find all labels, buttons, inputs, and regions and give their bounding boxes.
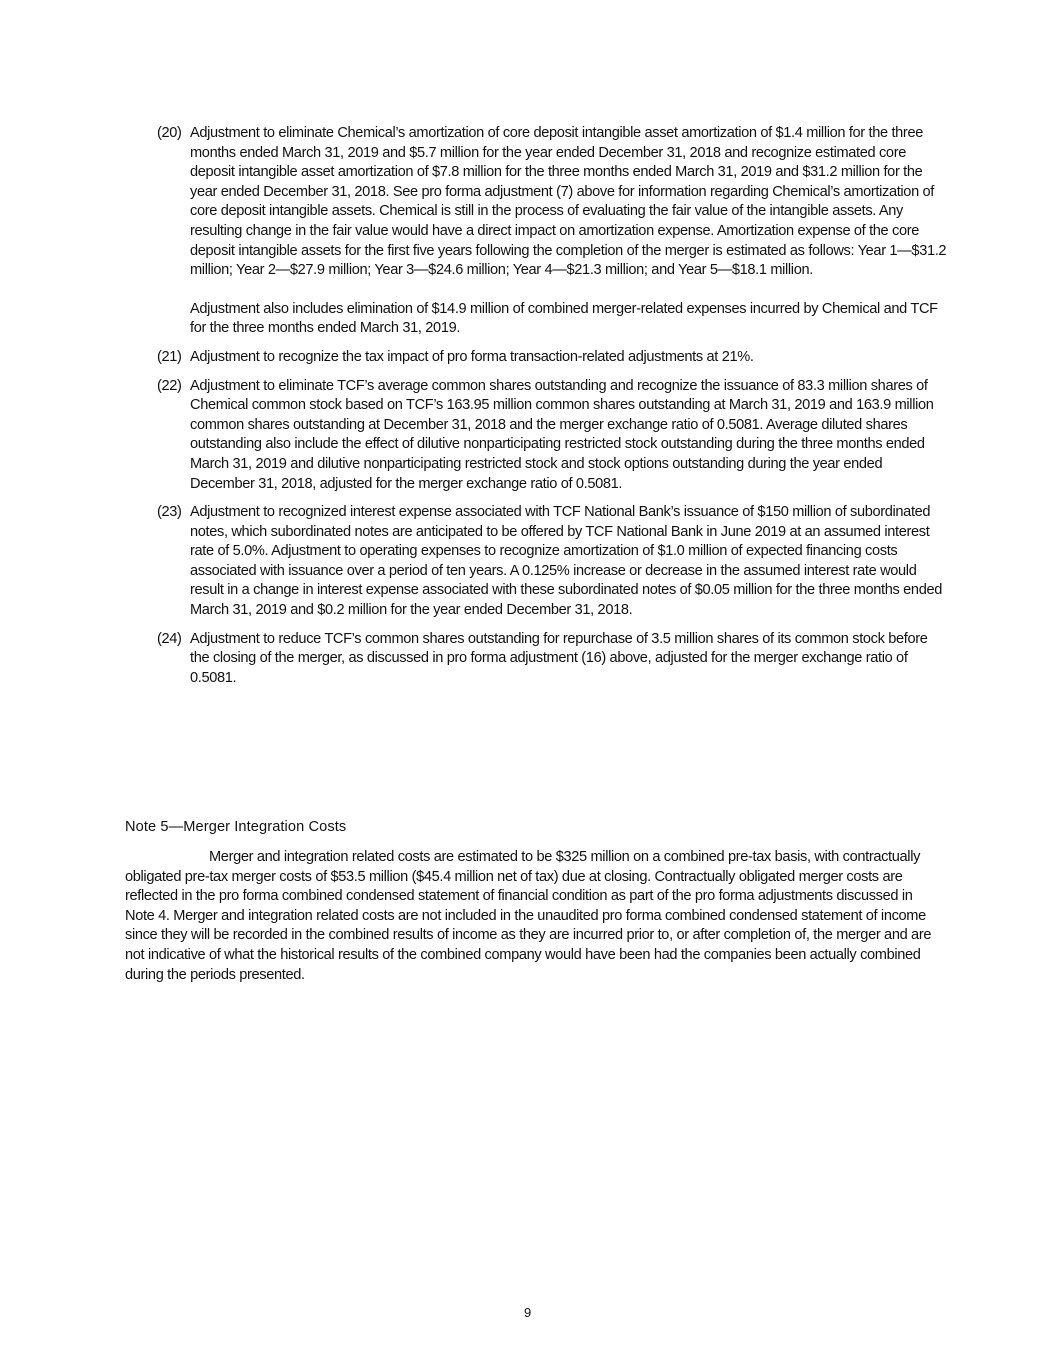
note-number: (24) <box>157 630 182 647</box>
note-paragraph: Adjustment to recognized interest expense associated with TCF National Bank’s issuance of $150 million of subordinated notes, which subordinated notes are anticipated to be offered by TCF National Bank in June 2019 at an assumed interest rate of 5.0%. Adjustment to operating expenses to recognize amortization of $1.0 million of expected financing costs associated with issuance over a period of ten years. A 0.125% increase or decrease in the assumed interest rate would result in a change in interest expense associated with these subordinated notes of $0.05 million for the three months ended March 31, 2019 and $0.2 million for the year ended December 31, 2018. <box>190 504 942 619</box>
note-body <box>190 377 947 495</box>
note-item-21 <box>157 348 947 368</box>
adjustment-notes-list <box>157 124 947 697</box>
note-body <box>190 630 947 689</box>
note-paragraph: Adjustment to eliminate Chemical’s amortization of core deposit intangible asset amortization of $1.4 million for the three months ended March 31, 2019 and $5.7 million for the year ended December 31, 2018 and recognize estimated core deposit intangible asset amortization of $7.8 million for the three months ended March 31, 2019 and $31.2 million for the year ended December 31, 2018. See pro forma adjustment (7) above for information regarding Chemical’s amortization of core deposit intangible assets. Chemical is still in the process of evaluating the fair value of the intangible assets. Any resulting change in the fair value would have a direct impact on amortization expense. Amortization expense of the core deposit intangible assets for the first five years following the completion of the merger is estimated as follows: Year 1—$31.2 million; Year 2—$27.9 million; Year 3—$24.6 million; Year 4—$21.3 million; and Year 5—$18.1 million. <box>190 125 947 279</box>
note-body <box>190 503 947 621</box>
section-heading: Note 5—Merger Integration Costs <box>125 819 347 835</box>
note-number: (22) <box>157 377 182 394</box>
note-number: (21) <box>157 348 182 365</box>
section-paragraph: Merger and integration related costs are estimated to be $325 million on a combined pre-tax basis, with contractually obligated pre-tax merger costs of $53.5 million ($45.4 million net of tax) due at closing. Contractually obligated merger costs are reflected in the pro forma combined condensed statement of financial condition as part of the pro forma adjustments discussed in Note 4. Merger and integration related costs are not included in the unaudited pro forma combined condensed statement of income since they will be recorded in the combined results of income as they are incurred prior to, or after completion of, the merger and are not indicative of what the historical results of the combined company would have been had the companies been actually combined during the periods presented. <box>125 849 932 983</box>
note-number: (20) <box>157 125 182 141</box>
note-item-23 <box>157 503 947 621</box>
note-item-22 <box>157 377 947 495</box>
note-paragraph: Adjustment also includes elimination of $14.9 million of combined merger-related expenses incurred by Chemical and TCF for the three months ended March 31, 2019. <box>190 300 938 337</box>
note-number: (23) <box>157 504 182 521</box>
note-paragraph: Adjustment to reduce TCF’s common shares outstanding for repurchase of 3.5 million shares of its common stock before the closing of the merger, as discussed in pro forma adjustment (16) above, adjusted for the merger exchange ratio of 0.5081. <box>190 630 928 686</box>
page-number: 9 <box>524 1305 531 1320</box>
note-paragraph: Adjustment to recognize the tax impact of pro forma transaction-related adjustments at 21%. <box>190 348 754 365</box>
note-item-24 <box>157 630 947 689</box>
note-paragraph: Adjustment to eliminate TCF’s average common shares outstanding and recognize the issuance of 83.3 million shares of Chemical common stock based on TCF’s 163.95 million common shares outstanding at March 31, 2019 and 163.9 million common shares outstanding at December 31, 2018 and the merger exchange ratio of 0.5081. Average diluted shares outstanding also include the effect of dilutive nonparticipating restricted stock outstanding during the three months ended March 31, 2019 and dilutive nonparticipating restricted stock and stock options outstanding during the year ended December 31, 2018, adjusted for the merger exchange ratio of 0.5081. <box>190 377 934 492</box>
note-item-20 <box>157 124 947 339</box>
note-body <box>190 124 947 339</box>
note-body <box>190 348 947 368</box>
